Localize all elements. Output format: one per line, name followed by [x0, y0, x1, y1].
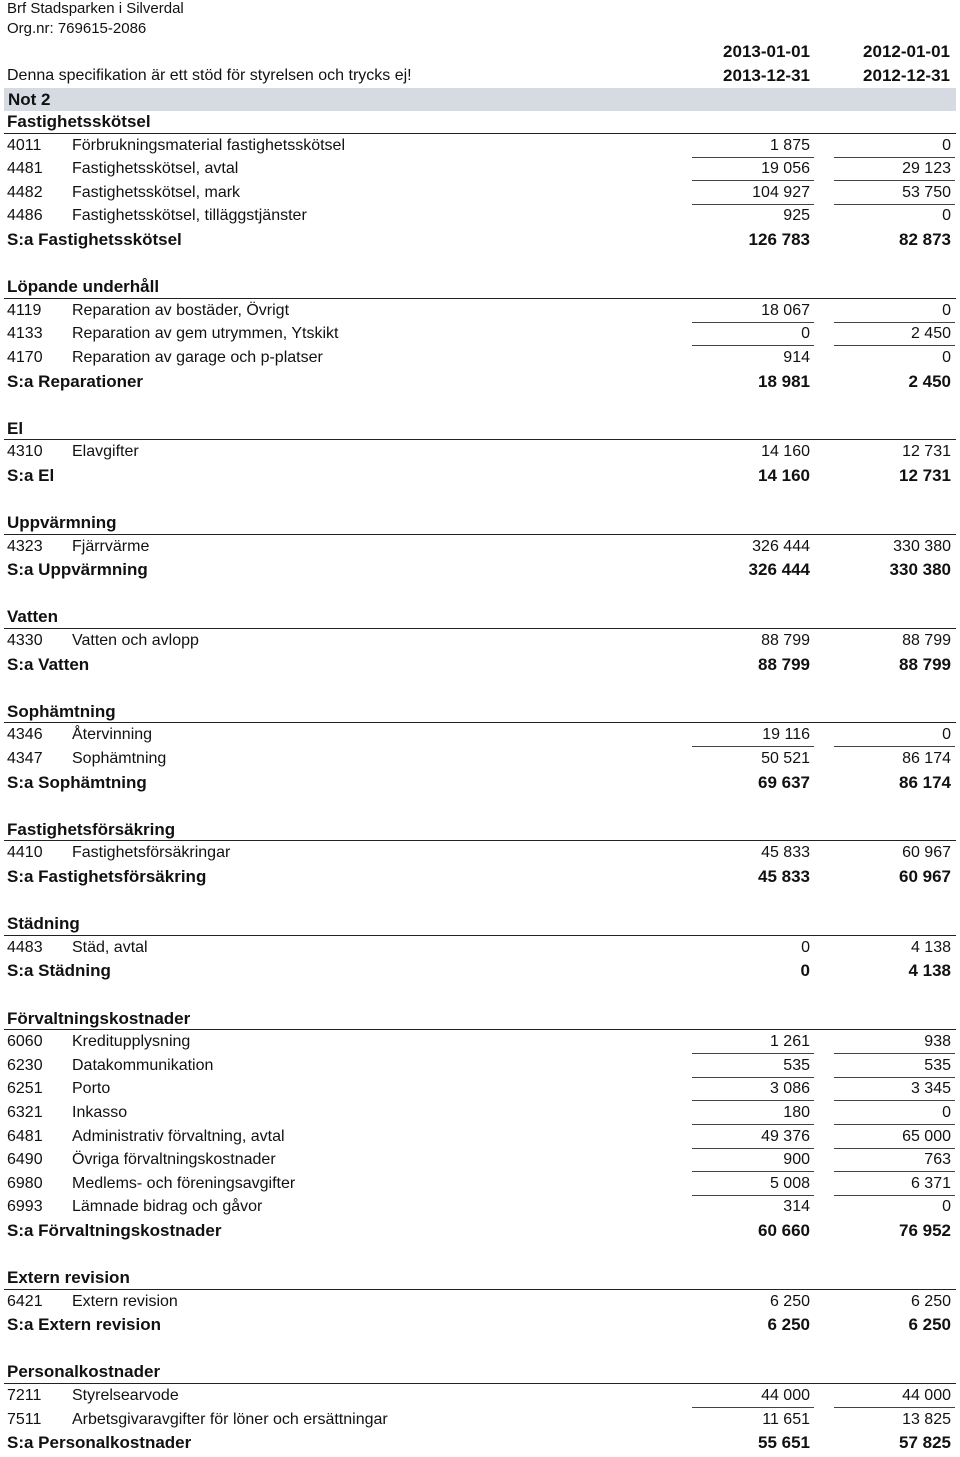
sum-current: 18 981	[758, 371, 810, 391]
account-label: Städ, avtal	[72, 938, 148, 956]
amount-current: 1 261	[690, 1033, 810, 1051]
table-row	[0, 299, 960, 323]
account-label: Lämnade bidrag och gåvor	[72, 1198, 263, 1216]
account-label: Återvinning	[72, 726, 153, 744]
amount-previous: 0	[830, 726, 951, 744]
amount-current: 900	[690, 1151, 810, 1169]
amount-previous: 86 174	[902, 750, 951, 768]
amount-current: 18 067	[690, 302, 810, 320]
intro-text: Denna specifikation är ett stöd för styrelsen och trycks ej!	[7, 67, 412, 84]
amount-previous: 0	[830, 1104, 951, 1122]
section-spacer	[0, 393, 960, 417]
section-title-text: Uppvärmning	[7, 513, 117, 533]
amount-previous: 53 750	[830, 184, 951, 202]
account-number: 4133	[7, 325, 43, 343]
table-row	[0, 322, 960, 346]
amount-previous: 535	[830, 1057, 951, 1075]
account-number: 6321	[7, 1103, 43, 1121]
amount-current: 6 250	[769, 1292, 810, 1310]
account-label: Reparation av gem utrymmen, Ytskikt	[72, 325, 339, 343]
account-number: 4481	[7, 160, 43, 178]
table-row	[0, 936, 960, 960]
sum-label: S:a Fastighetsförsäkring	[7, 867, 207, 886]
sum-current: 69 637	[758, 772, 810, 792]
note-label: Not 2	[8, 90, 51, 109]
account-label: Extern revision	[72, 1292, 178, 1310]
sum-label: S:a Städning	[7, 961, 111, 981]
organization-number: Org.nr: 769615-2086	[7, 20, 147, 37]
section-title-text: Fastighetsförsäkring	[7, 819, 176, 839]
sum-label: S:a Uppvärmning	[7, 560, 148, 580]
amount-current: 49 376	[690, 1128, 810, 1146]
section-title-text: El	[7, 418, 24, 438]
section-sum-row	[0, 653, 960, 677]
account-number: 7211	[7, 1387, 42, 1405]
amount-current: 19 116	[690, 726, 810, 744]
account-number: 4170	[7, 348, 43, 366]
sum-current: 326 444	[748, 560, 810, 580]
table-row	[0, 1030, 960, 1054]
sum-current: 88 799	[758, 654, 810, 674]
sum-current: 126 783	[748, 229, 810, 249]
sum-previous: 88 799	[899, 654, 951, 674]
account-number: 6060	[7, 1033, 43, 1051]
sum-label: S:a Vatten	[7, 654, 90, 674]
amount-previous: 4 138	[910, 938, 951, 956]
note-header-bar	[4, 88, 956, 111]
table-row	[0, 181, 960, 205]
account-number: 6421	[7, 1292, 43, 1310]
sum-label: S:a Förvaltningskostnader	[7, 1220, 222, 1240]
section-sum-row	[0, 959, 960, 983]
amount-previous: 6 250	[910, 1292, 951, 1310]
account-label: Medlems- och föreningsavgifter	[72, 1174, 296, 1192]
amount-current: 44 000	[690, 1387, 810, 1405]
amount-previous: 938	[830, 1033, 951, 1051]
section-spacer	[0, 1337, 960, 1361]
table-row	[0, 1290, 960, 1314]
period-current-end: 2013-12-31	[723, 66, 810, 85]
section-title-text: Löpande underhåll	[7, 277, 160, 297]
amount-previous: 2 450	[830, 325, 951, 343]
table-row	[0, 1195, 960, 1219]
table-row	[0, 1101, 960, 1125]
section-sum-row	[0, 464, 960, 488]
sum-label: S:a Reparationer	[7, 371, 144, 391]
section-sum-row	[0, 228, 960, 252]
sum-current: 60 660	[758, 1220, 810, 1240]
sum-previous: 86 174	[899, 772, 951, 792]
sum-current: 0	[800, 961, 810, 981]
amount-current: 535	[690, 1057, 810, 1075]
amount-current: 0	[801, 938, 810, 956]
account-number: 4119	[7, 301, 42, 319]
section-title	[0, 110, 960, 134]
amount-previous: 0	[830, 137, 951, 155]
amount-current: 0	[690, 325, 810, 343]
amount-previous: 44 000	[830, 1387, 951, 1405]
amount-current: 925	[783, 207, 810, 225]
amount-previous: 6 371	[830, 1175, 951, 1193]
section-title-text: Sophämtning	[7, 701, 116, 721]
amount-previous: 65 000	[830, 1128, 951, 1146]
account-label: Porto	[72, 1080, 111, 1098]
amount-previous: 29 123	[830, 160, 951, 178]
account-number: 4483	[7, 938, 43, 956]
amount-previous: 12 731	[902, 443, 951, 461]
section-sum-row	[0, 1313, 960, 1337]
account-number: 7511	[7, 1410, 42, 1428]
sum-current: 14 160	[758, 465, 810, 485]
period-previous-start: 2012-01-01	[863, 42, 950, 61]
sum-previous: 60 967	[899, 867, 951, 886]
section-spacer	[0, 488, 960, 512]
account-label: Vatten och avlopp	[72, 632, 199, 650]
account-label: Fjärrvärme	[72, 537, 150, 555]
table-row	[0, 747, 960, 771]
section-title	[0, 605, 960, 629]
table-row	[0, 723, 960, 747]
table-row	[0, 1172, 960, 1196]
table-row	[0, 157, 960, 181]
table-row	[0, 346, 960, 370]
account-label: Elavgifter	[72, 443, 139, 461]
section-spacer	[0, 794, 960, 818]
amount-current: 19 056	[690, 160, 810, 178]
amount-current: 50 521	[761, 750, 810, 768]
account-number: 4347	[7, 750, 43, 768]
account-number: 6230	[7, 1056, 43, 1074]
organization-name: Brf Stadsparken i Silverdal	[7, 0, 184, 17]
amount-previous: 0	[830, 302, 951, 320]
amount-previous: 330 380	[893, 537, 951, 555]
section-sum-row	[0, 370, 960, 394]
section-title	[0, 818, 960, 842]
amount-current: 45 833	[761, 844, 810, 862]
account-label: Kreditupplysning	[72, 1033, 191, 1051]
table-row	[0, 1125, 960, 1149]
section-title-text: Personalkostnader	[7, 1362, 161, 1382]
amount-current: 3 086	[690, 1080, 810, 1098]
section-title-text: Förvaltningskostnader	[7, 1008, 191, 1028]
amount-current: 14 160	[761, 443, 810, 461]
amount-previous: 0	[942, 207, 951, 225]
section-spacer	[0, 582, 960, 606]
account-label: Reparation av bostäder, Övrigt	[72, 301, 290, 319]
table-row	[0, 629, 960, 653]
account-label: Förbrukningsmaterial fastighetsskötsel	[72, 136, 346, 154]
account-label: Fastighetsskötsel, avtal	[72, 160, 239, 178]
account-number: 6481	[7, 1127, 43, 1145]
account-label: Fastighetsskötsel, tilläggstjänster	[72, 207, 307, 225]
table-row	[0, 1384, 960, 1408]
sum-previous: 57 825	[899, 1433, 951, 1453]
table-row	[0, 1148, 960, 1172]
sum-previous: 2 450	[908, 371, 951, 391]
amount-previous: 763	[830, 1151, 951, 1169]
sum-previous: 4 138	[908, 961, 951, 981]
account-label: Fastighetsförsäkringar	[72, 844, 231, 862]
section-title	[0, 1266, 960, 1290]
sum-label: S:a Personalkostnader	[7, 1433, 192, 1453]
account-label: Sophämtning	[72, 750, 167, 768]
section-spacer	[0, 676, 960, 700]
account-label: Inkasso	[72, 1103, 128, 1121]
account-number: 4330	[7, 632, 43, 650]
amount-current: 180	[690, 1104, 810, 1122]
account-label: Datakommunikation	[72, 1056, 214, 1074]
sum-label: S:a Fastighetsskötsel	[7, 229, 182, 249]
amount-previous: 0	[942, 1198, 951, 1216]
account-number: 4482	[7, 183, 43, 201]
account-number: 6490	[7, 1151, 43, 1169]
account-label: Styrelsearvode	[72, 1387, 179, 1405]
sum-current: 45 833	[758, 867, 810, 886]
account-number: 6251	[7, 1080, 43, 1098]
section-title	[0, 1360, 960, 1384]
section-spacer	[0, 983, 960, 1007]
amount-previous: 0	[942, 348, 951, 366]
amount-current: 5 008	[690, 1175, 810, 1193]
amount-previous: 3 345	[830, 1080, 951, 1098]
table-row	[0, 535, 960, 559]
account-number: 6980	[7, 1174, 43, 1192]
amount-current: 1 875	[690, 137, 810, 155]
account-label: Reparation av garage och p-platser	[72, 348, 323, 366]
table-row	[0, 134, 960, 158]
amount-previous: 88 799	[902, 632, 951, 650]
sum-current: 55 651	[758, 1433, 810, 1453]
section-title	[0, 417, 960, 441]
amount-current: 11 651	[762, 1410, 810, 1428]
amount-previous: 13 825	[902, 1410, 951, 1428]
section-title-text: Vatten	[7, 607, 59, 627]
amount-current: 314	[783, 1198, 810, 1216]
account-label: Fastighetsskötsel, mark	[72, 183, 241, 201]
amount-current: 326 444	[752, 537, 810, 555]
specification-table	[0, 110, 960, 1455]
period-previous-end: 2012-12-31	[863, 66, 950, 85]
sum-current: 6 250	[767, 1315, 810, 1335]
section-sum-row	[0, 1219, 960, 1243]
section-title-text: Extern revision	[7, 1268, 130, 1288]
section-sum-row	[0, 771, 960, 795]
section-title	[0, 275, 960, 299]
sum-previous: 82 873	[899, 229, 951, 249]
sum-label: S:a Sophämtning	[7, 772, 147, 792]
account-number: 6993	[7, 1198, 43, 1216]
sum-label: S:a Extern revision	[7, 1315, 162, 1335]
table-row	[0, 1408, 960, 1432]
section-sum-row	[0, 1431, 960, 1455]
section-title	[0, 912, 960, 936]
table-row	[0, 841, 960, 865]
section-title-text: Fastighetsskötsel	[7, 112, 151, 131]
section-sum-row	[0, 865, 960, 889]
section-spacer	[0, 252, 960, 276]
period-current-start: 2013-01-01	[723, 42, 810, 61]
section-sum-row	[0, 558, 960, 582]
table-row	[0, 1054, 960, 1078]
section-spacer	[0, 1243, 960, 1267]
sum-label: S:a El	[7, 465, 55, 485]
amount-previous: 60 967	[902, 844, 951, 862]
section-spacer	[0, 889, 960, 913]
table-row	[0, 204, 960, 228]
sum-previous: 76 952	[899, 1220, 951, 1240]
section-title-text: Städning	[7, 914, 80, 934]
table-row	[0, 440, 960, 464]
amount-current: 104 927	[690, 184, 810, 202]
table-row	[0, 1077, 960, 1101]
section-title	[0, 1007, 960, 1031]
sum-previous: 6 250	[908, 1315, 951, 1335]
account-number: 4323	[7, 537, 43, 555]
account-number: 4486	[7, 207, 43, 225]
account-number: 4346	[7, 726, 43, 744]
sum-previous: 330 380	[889, 560, 951, 580]
account-label: Övriga förvaltningskostnader	[72, 1151, 276, 1169]
section-title	[0, 700, 960, 724]
sum-previous: 12 731	[899, 465, 951, 485]
amount-current: 914	[783, 348, 810, 366]
account-label: Arbetsgivaravgifter för löner och ersättningar	[72, 1410, 388, 1428]
account-number: 4410	[7, 844, 43, 862]
account-number: 4011	[7, 136, 42, 154]
account-label: Administrativ förvaltning, avtal	[72, 1127, 285, 1145]
section-title	[0, 511, 960, 535]
amount-current: 88 799	[761, 632, 810, 650]
account-number: 4310	[7, 443, 43, 461]
